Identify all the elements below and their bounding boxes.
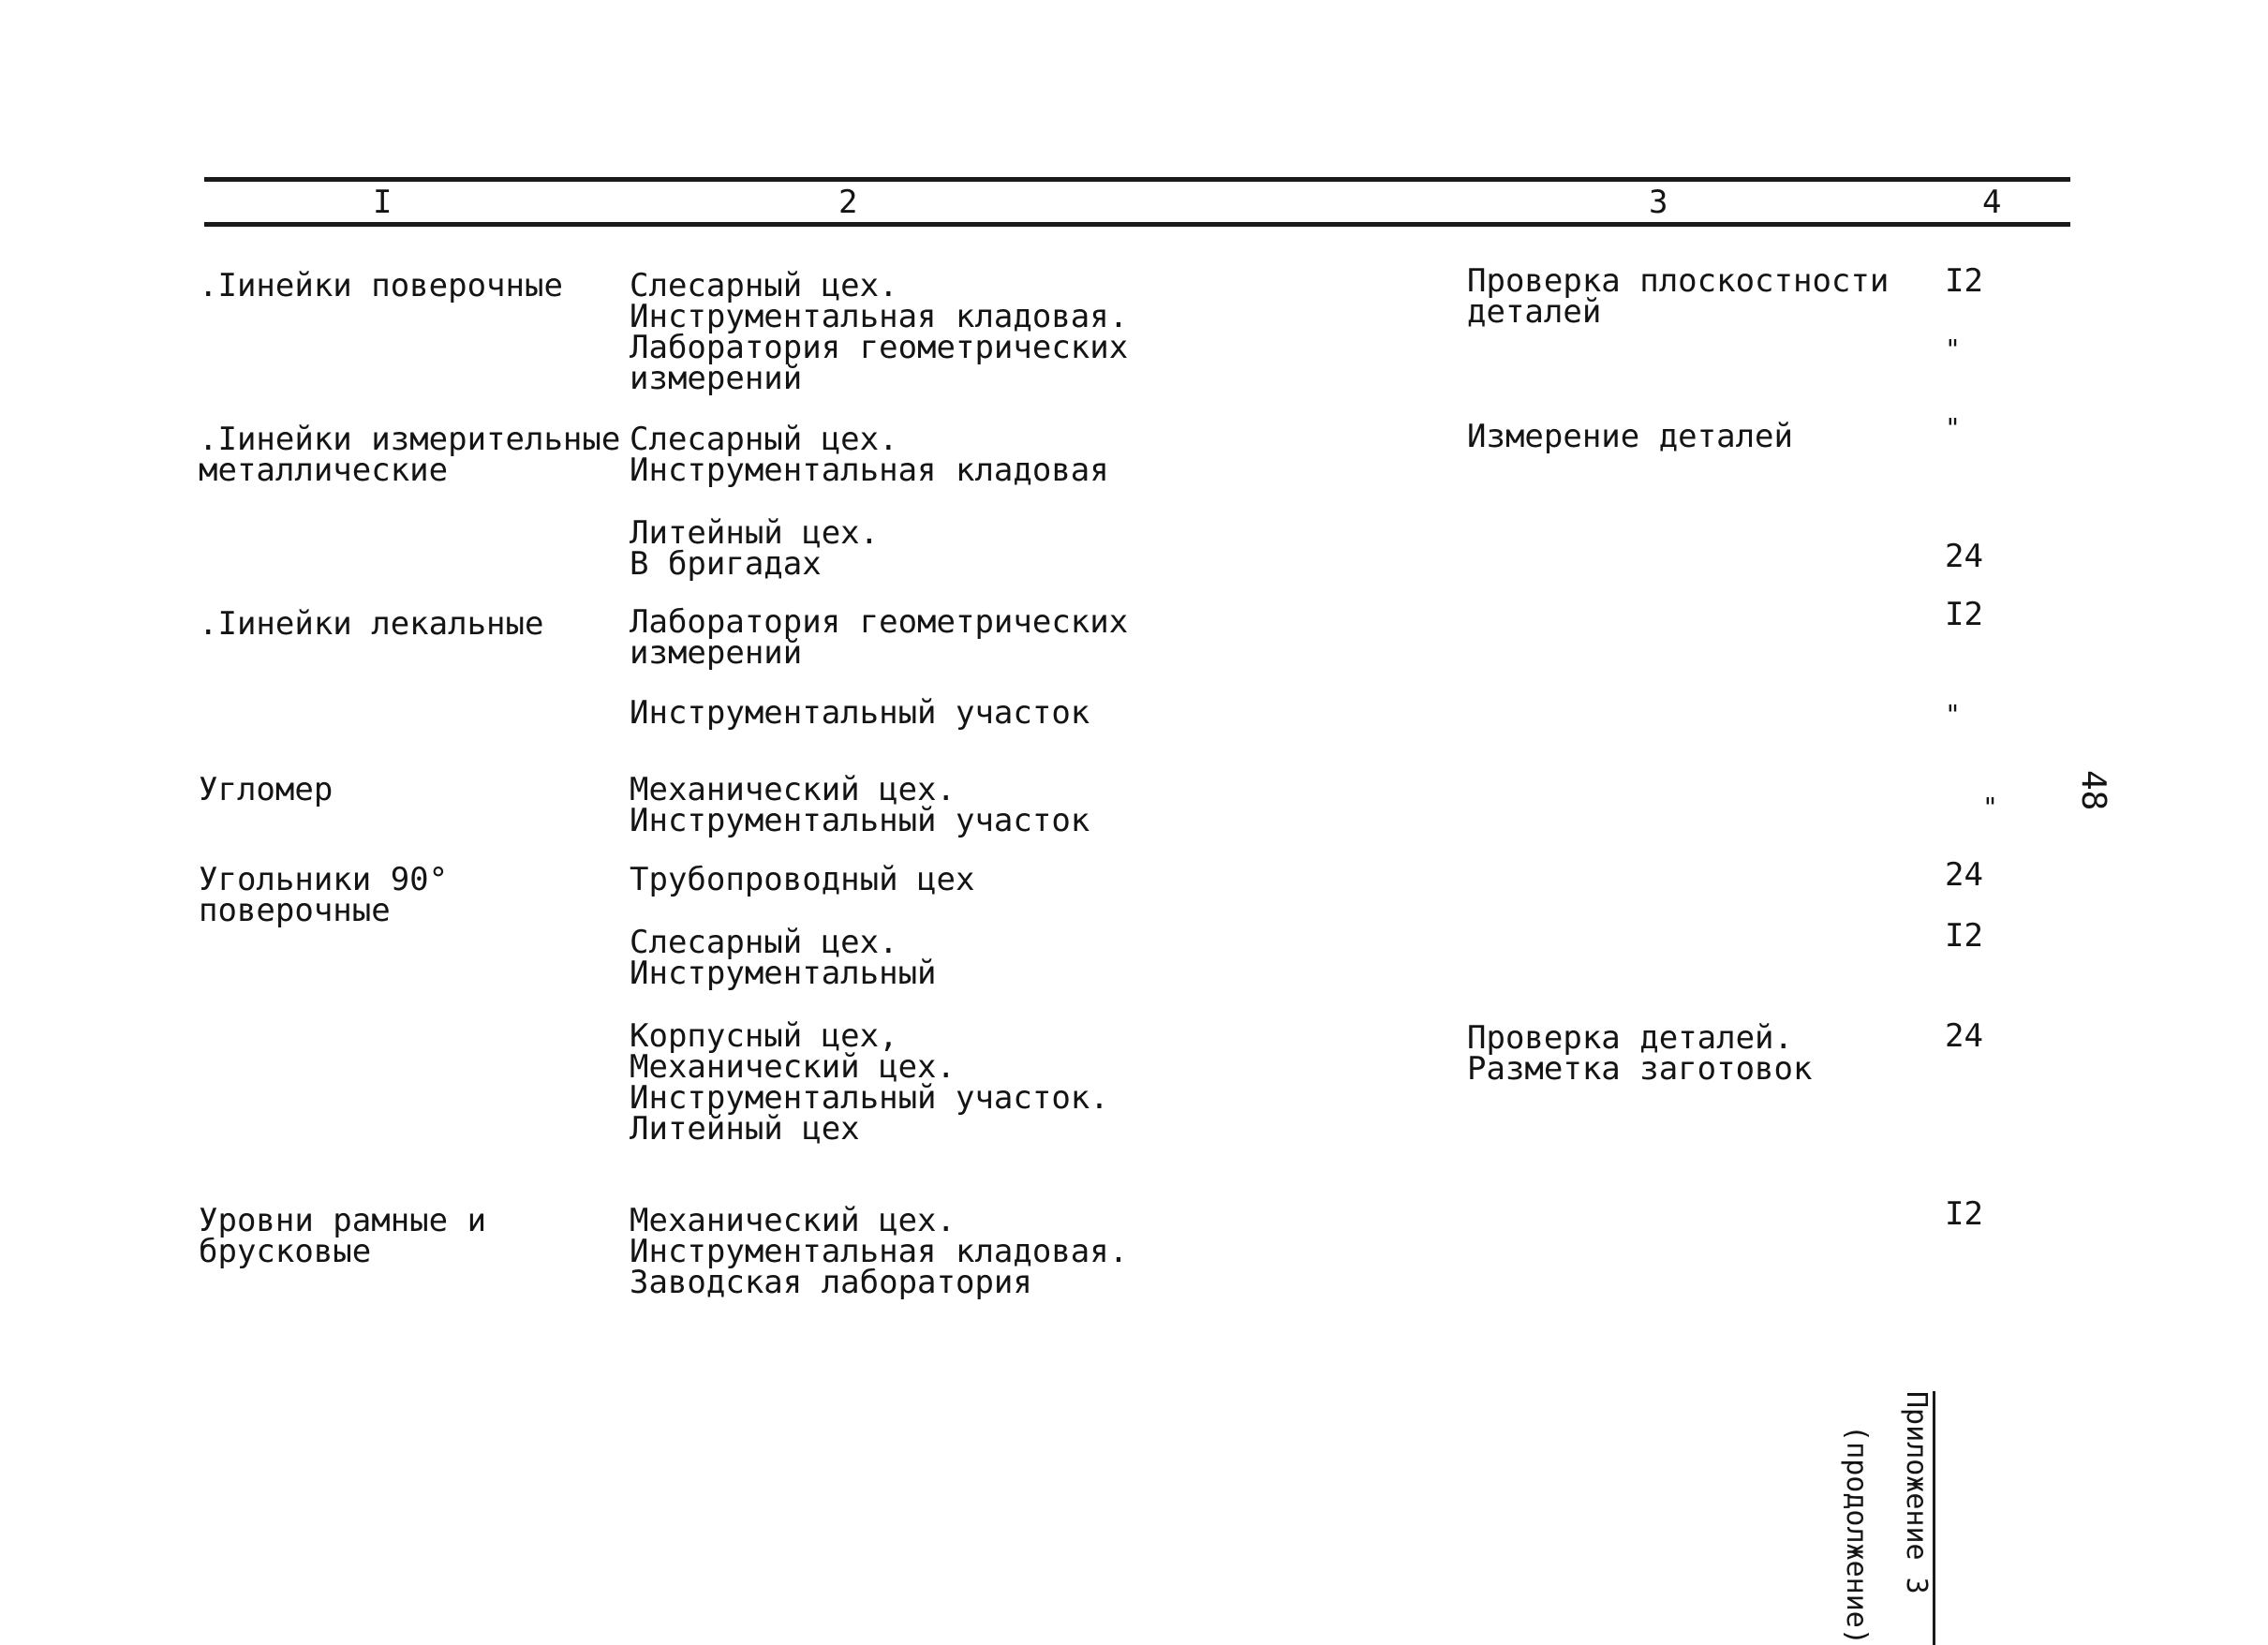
row-7-location: Трубопроводный цех bbox=[630, 861, 975, 898]
row-1-location: Лаборатория геометрических измерений bbox=[630, 329, 1129, 397]
header-col-2: 2 bbox=[838, 184, 858, 221]
row-9-location: Корпусный цех, Механический цех. Инструментальный участок. Литейный цех bbox=[630, 1017, 1109, 1148]
row-2-period: " bbox=[1945, 412, 1961, 443]
appendix-title: Приложение 3 bbox=[1901, 1391, 1935, 1645]
row-1-period: " bbox=[1945, 333, 1961, 364]
row-0-instrument: .Iинейки поверочные bbox=[199, 267, 563, 304]
row-9-purpose: Проверка деталей. Разметка заготовок bbox=[1467, 1019, 1813, 1088]
row-10-instrument: Уровни рамные и брусковые bbox=[199, 1202, 487, 1270]
row-5-period: " bbox=[1945, 699, 1961, 730]
row-8-location: Слесарный цех. Инструментальный bbox=[630, 924, 937, 992]
row-9-period: 24 bbox=[1945, 1017, 1983, 1055]
row-4-location: Лаборатория геометрических измерений bbox=[630, 603, 1129, 672]
row-0-purpose: Проверка плоскостности деталей bbox=[1467, 262, 1890, 331]
row-0-period: I2 bbox=[1945, 262, 1983, 300]
row-7-period: 24 bbox=[1945, 856, 1983, 894]
top-rule bbox=[204, 177, 2070, 182]
row-3-location: Литейный цех. В бригадах bbox=[630, 514, 880, 583]
row-2-instrument: .Iинейки измерительные металлические bbox=[199, 421, 621, 489]
row-4-instrument: .Iинейки лекальные bbox=[199, 605, 544, 643]
header-col-3: 3 bbox=[1649, 184, 1668, 221]
row-2-purpose: Измерение деталей bbox=[1467, 418, 1793, 455]
row-3-period: 24 bbox=[1945, 538, 1983, 575]
row-5-location: Инструментальный участок bbox=[630, 694, 1090, 732]
row-4-period: I2 bbox=[1945, 596, 1983, 633]
header-col-1: I bbox=[373, 184, 393, 221]
header-col-4: 4 bbox=[1982, 184, 2002, 221]
row-6-period: " bbox=[1982, 792, 1998, 822]
appendix-continuation: (продолжение) bbox=[1840, 1425, 1873, 1645]
page-number: 48 bbox=[2074, 770, 2112, 811]
row-10-period: I2 bbox=[1945, 1195, 1983, 1233]
row-2-location: Слесарный цех. Инструментальная кладовая bbox=[630, 421, 1109, 489]
row-6-instrument: Угломер bbox=[199, 771, 334, 808]
appendix-label bbox=[1841, 1391, 1995, 1645]
row-7-instrument: Угольники 90° поверочные bbox=[199, 861, 449, 929]
row-0-location: Слесарный цех. Инструментальная кладовая. bbox=[630, 267, 1129, 335]
row-6-location: Механический цех. Инструментальный участок bbox=[630, 771, 1090, 839]
header-rule bbox=[204, 222, 2070, 227]
row-8-period: I2 bbox=[1945, 917, 1983, 955]
row-10-location: Механический цех. Инструментальная кладовая. Заводская лаборатория bbox=[630, 1202, 1129, 1301]
